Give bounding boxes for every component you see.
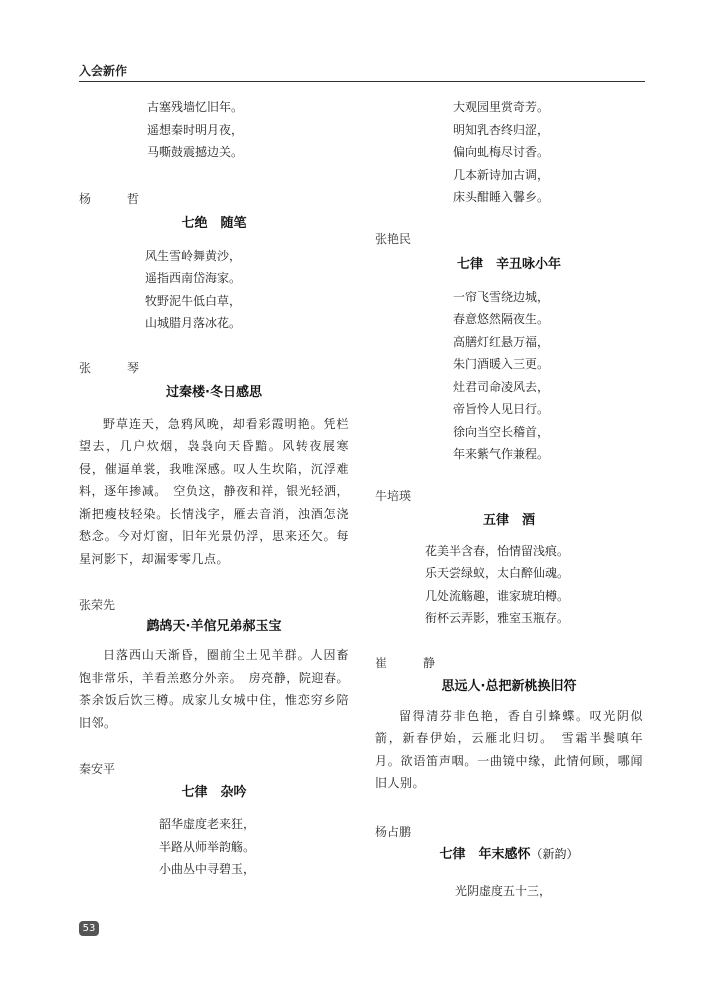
poem-line: 马嘶鼓震撼边关。 [147,145,244,159]
poem-author: 秦安平 [79,762,116,776]
poem-line: 风生雪岭舞黄沙， [145,248,242,263]
poem-author: 杨占鹏 [375,824,412,839]
poem-line: 床头酣睡入馨乡。 [453,190,550,204]
poem-body [79,813,349,881]
poem-line: 半路从师举韵觞。 [159,839,256,854]
poem-line: 光阴虚度五十三， [455,883,552,898]
poem-line: 牧野泥牛低白草， [145,293,242,308]
poem-author: 崔 静 [375,655,448,670]
continued-poem [375,96,643,209]
poem-line: 衔杯云弄影，雅室玉瓶存。 [425,611,570,625]
poem-line: 徐向当空长稽首， [453,424,550,439]
poem-body [375,880,643,903]
poem-line: 春意悠然隔夜生。 [453,312,550,326]
poem-line: 小曲丛中寻碧玉， [159,862,256,876]
poem-title: 七律 辛丑咏小年 [456,256,561,272]
page-number-badge: 53 [79,921,99,936]
ci-body [375,705,643,795]
poem-body [375,540,643,630]
right-column [375,96,643,902]
ci-text: 日落西山天渐昏，圈前尘土见羊群。人因畜饱非常乐，羊看羔憨分外亲。 房亮静，院迎春。茶余饭后饮三樽。成家儿女城中住，惟恋穷乡陪旧邻。 [79,648,349,730]
poem-title: 过秦楼·冬日感思 [166,384,262,400]
poem-title: 五律 酒 [482,512,535,528]
poem-author: 杨 哲 [79,191,152,206]
poem-author: 张荣先 [79,598,116,612]
poem-author: 张艳民 [375,231,412,246]
poem-line: 朱门酒暖入三更。 [453,357,550,371]
poem-title: 思远人·总把新桃换旧符 [441,678,577,694]
poem-line: 遥想秦时明月夜， [147,122,244,137]
header-divider [79,81,645,82]
poem-title [375,845,643,864]
poem-line: 韶华虚度老来狂， [159,817,256,831]
poem-line: 灶君司命凌风去， [453,379,550,394]
poem-line: 一帘飞雪绕边城， [453,289,550,304]
poem-author: 牛培瑛 [375,488,412,503]
poem-line: 遥指西南岱海家。 [145,271,242,285]
ci-text: 留得清芬非色艳，香自引蜂蝶。叹光阴似箭，新春伊始，云雁北归切。 雪霜半鬓嗔年月。欲语笛声咽。一曲镜中缘，此情何顾，哪闻旧人别。 [375,708,643,790]
poem-title: 七绝 随笔 [181,215,247,231]
poem-line: 几处流觞趣，谁家琥珀樽。 [425,588,570,603]
continued-poem [79,96,349,164]
poem-title-note: （新韵） [530,846,579,861]
ci-text: 野草连天，急鸦风晚，却看彩霞明艳。凭栏望去，几户炊烟，袅袅向天昏黯。风转夜展寒侵，催逼单裳，我唯深感。叹人生坎陷，沉浮难料，逐年掺减。 空负这，静夜和祥，银光轻洒，渐把瘦枝轻染。长情浅字，雁去音消，浊酒怎浇愁念。今对灯窗，旧年光景仍浮，思来还欠。每星河影下，却漏零零几点。 [79,416,349,566]
poem-title: 鹧鸪天·羊倌兄弟郝玉宝 [146,619,282,634]
poem-title-text: 七律 年末感怀 [439,846,531,862]
poem-line: 花美半含春，怡情留浅痕。 [425,543,570,558]
poem-line: 大观园里赏奇芳。 [453,100,550,114]
poem-title: 七律 杂吟 [181,785,247,800]
poem-body [79,245,349,335]
poem-line: 偏向虬梅尽讨香。 [453,145,550,159]
section-header: 入会新作 [79,64,128,78]
poem-line: 几本新诗加古调， [453,167,550,182]
poem-line: 山城腊月落冰花。 [145,316,242,330]
ci-body [79,644,349,734]
poem-line: 高膳灯红悬万福， [453,334,550,349]
poem-author: 张 琴 [79,360,152,375]
poem-line: 年来紫气作兼程。 [453,447,550,461]
left-column [79,96,349,881]
poem-body [375,286,643,466]
ci-body [79,413,349,571]
poem-line: 乐天尝绿蚁，太白醉仙魂。 [425,566,570,580]
poem-line: 明知乳杏终归涩， [453,122,550,137]
poem-line: 古塞残墙忆旧年。 [147,100,244,114]
poem-line: 帝旨怜人见日行。 [453,402,550,416]
